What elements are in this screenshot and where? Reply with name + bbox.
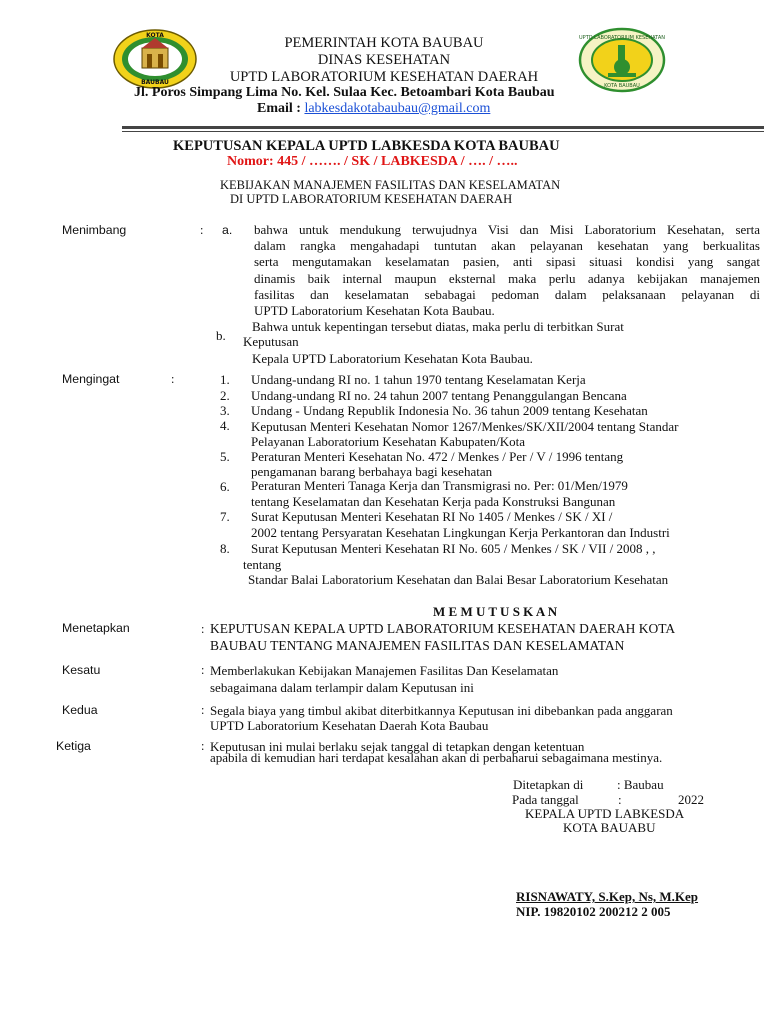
menimbang-colon: : <box>200 223 204 237</box>
mengingat-item-line: Undang-undang RI no. 24 tahun 2007 tentang Penanggulangan Bencana <box>251 388 627 403</box>
menimbang-label: Menimbang <box>62 223 127 237</box>
menetapkan-line: BAUBAU TENTANG MANAJEMEN FASILITAS DAN KESELAMATAN <box>210 638 625 653</box>
mengingat-item-line: Keputusan Menteri Kesehatan Nomor 1267/Menkes/SK/XII/2004 tentang Standar <box>251 419 679 434</box>
mengingat-item-line: Standar Balai Laboratorium Kesehatan dan Balai Besar Laboratorium Kesehatan <box>248 572 669 587</box>
email-label: Email : <box>257 101 305 116</box>
letterhead-rule-thin <box>122 131 764 132</box>
mengingat-item-line: Surat Keputusan Menteri Kesehatan RI No 1405 / Menkes / SK / XI / <box>251 509 613 524</box>
letterhead-address: Jl. Poros Simpang Lima No. Kel. Sulaa Kec. Betoambari Kota Baubau <box>134 85 555 100</box>
mengingat-item-line: Undang - Undang Republik Indonesia No. 36 tahun 2009 tentang Kesehatan <box>251 403 648 418</box>
signatory-position-2: KOTA BAUABU <box>563 820 656 835</box>
memutuskan-heading: M E M U T U S K A N <box>433 604 558 619</box>
mengingat-item-line: pengamanan barang berbahaya bagi kesehatan <box>251 464 493 479</box>
ketiga-line: Keputusan ini mulai berlaku sejak tanggal di tetapkan dengan ketentuan <box>210 739 585 754</box>
letterhead-line-1: PEMERINTAH KOTA BAUBAU <box>284 35 484 51</box>
menimbang-a-marker: a. <box>222 223 233 237</box>
mengingat-item-number: 3. <box>220 403 230 418</box>
mengingat-item-line: Peraturan Menteri Kesehatan No. 472 / Menkes / Per / V / 1996 tentang <box>251 449 624 464</box>
kedua-line: UPTD Laboratorium Kesehatan Daerah Kota Baubau <box>210 718 489 733</box>
ketiga-label: Ketiga <box>56 739 91 753</box>
menetapkan-line: KEPUTUSAN KEPALA UPTD LABORATORIUM KESEHATAN DAERAH KOTA <box>210 621 676 636</box>
signatory-name: RISNAWATY, S.Kep, Ns, M.Kep <box>516 889 699 904</box>
menimbang-a-line: fasilitas dan keselamatan sebabagai pedoman dalam pelaksanaan pelayanan di <box>254 286 760 302</box>
mengingat-colon: : <box>171 372 175 386</box>
kesatu-line: Memberlakukan Kebijakan Manajemen Fasilitas Dan Keselamatan <box>210 663 559 678</box>
kedua-colon: : <box>201 703 205 717</box>
kesatu-colon: : <box>201 663 205 677</box>
mengingat-item-number: 1. <box>220 372 230 387</box>
letterhead-line-2: DINAS KESEHATAN <box>317 52 451 68</box>
svg-text:BAUBAU: BAUBAU <box>141 79 169 86</box>
signatory-nip: NIP. 19820102 200212 2 005 <box>516 904 671 919</box>
mengingat-item-number: 7. <box>220 509 230 524</box>
menimbang-a-line: UPTD Laboratorium Kesehatan Kota Baubau. <box>254 303 495 319</box>
mengingat-item-number: 8. <box>220 541 230 556</box>
tanggal-colon: : <box>618 792 622 807</box>
mengingat-item-number: 6. <box>220 479 230 494</box>
mengingat-item-number: 5. <box>220 449 230 464</box>
decree-subject-2: DI UPTD LABORATORIUM KESEHATAN DAERAH <box>230 192 513 206</box>
menimbang-b-line: Kepala UPTD Laboratorium Kesehatan Kota Baubau. <box>252 351 533 366</box>
letterhead-rule-thick <box>122 126 764 129</box>
mengingat-item-line: Surat Keputusan Menteri Kesehatan RI No. 605 / Menkes / SK / VII / 2008 , , <box>251 541 656 556</box>
menimbang-b-line: Bahwa untuk kepentingan tersebut diatas, maka perlu di terbitkan Surat <box>252 319 624 334</box>
kesatu-line: sebagaimana dalam terlampir dalam Keputusan ini <box>210 680 474 695</box>
menimbang-a-line: bahwa untuk mendukung terwujudnya Visi dan Misi Laboratorium Kesehatan, serta <box>254 222 760 237</box>
menimbang-a-text <box>254 222 760 319</box>
mengingat-item-line: Pelayanan Laboratorium Kesehatan Kabupaten/Kota <box>251 434 525 449</box>
decree-title: KEPUTUSAN KEPALA UPTD LABKESDA KOTA BAUBAU <box>173 138 560 154</box>
letterhead-line-3: UPTD LABORATORIUM KESEHATAN DAERAH <box>229 69 539 85</box>
mengingat-item-number: 4. <box>220 418 230 433</box>
menimbang-a-line: dinamis baik internal maupun eksternal maka perlu adanya kebijakan manajemen <box>254 270 760 286</box>
kedua-line: Segala biaya yang timbul akibat diterbitkannya Keputusan ini dibebankan pada anggaran <box>210 703 673 718</box>
email-link[interactable]: labkesdakotabaubau@gmail.com <box>304 101 491 116</box>
ditetapkan-label: Ditetapkan di <box>513 777 584 792</box>
mengingat-label: Mengingat <box>62 372 120 386</box>
tanggal-label: Pada tanggal <box>512 792 579 807</box>
mengingat-item-line: Peraturan Menteri Tanaga Kerja dan Transmigrasi no. Per: 01/Men/1979 <box>251 478 628 493</box>
svg-text:KOTA: KOTA <box>146 32 164 39</box>
tanggal-year: 2022 <box>678 792 704 807</box>
ketiga-colon: : <box>201 739 205 753</box>
svg-text:KOTA BAUBAU: KOTA BAUBAU <box>604 83 640 89</box>
decree-number: Nomor: 445 / ……. / SK / LABKESDA / …. / ….. <box>227 154 518 169</box>
menetapkan-colon: : <box>201 622 205 636</box>
kesatu-label: Kesatu <box>62 663 101 677</box>
decree-subject-1: KEBIJAKAN MANAJEMEN FASILITAS DAN KESELAMATAN <box>220 178 561 192</box>
mengingat-item-line: tentang <box>243 557 282 572</box>
ditetapkan-value: : Baubau <box>617 777 664 792</box>
ketiga-line: apabila di kemudian hari terdapat kesalahan akan di perbaharui sebagaimana mestinya. <box>210 750 663 765</box>
menimbang-b-marker: b. <box>216 328 226 343</box>
menimbang-a-line: dalam rangka mengahadapi tuntutan akan pelayanan kesehatan yang berkualitas <box>254 238 760 254</box>
menimbang-b-line: Keputusan <box>243 334 299 349</box>
menetapkan-label: Menetapkan <box>62 621 130 635</box>
mengingat-item-number: 2. <box>220 388 230 403</box>
letterhead-email <box>257 101 490 117</box>
kedua-label: Kedua <box>62 703 98 717</box>
mengingat-item-line: Undang-undang RI no. 1 tahun 1970 tentang Keselamatan Kerja <box>251 372 586 387</box>
mengingat-item-line: 2002 tentang Persyaratan Kesehatan Lingkungan Kerja Perkantoran dan Industri <box>251 525 670 540</box>
svg-text:UPTD LABORATORIUM KESEHATAN: UPTD LABORATORIUM KESEHATAN <box>579 35 665 41</box>
mengingat-item-line: tentang Keselamatan dan Kesehatan Kerja pada Konstruksi Bangunan <box>251 494 616 509</box>
menimbang-a-line: serta mengutamakan keselamatan pasien, anti sipasi situasi kondisi yang sangat <box>254 254 760 270</box>
signatory-position-1: KEPALA UPTD LABKESDA <box>525 806 685 821</box>
